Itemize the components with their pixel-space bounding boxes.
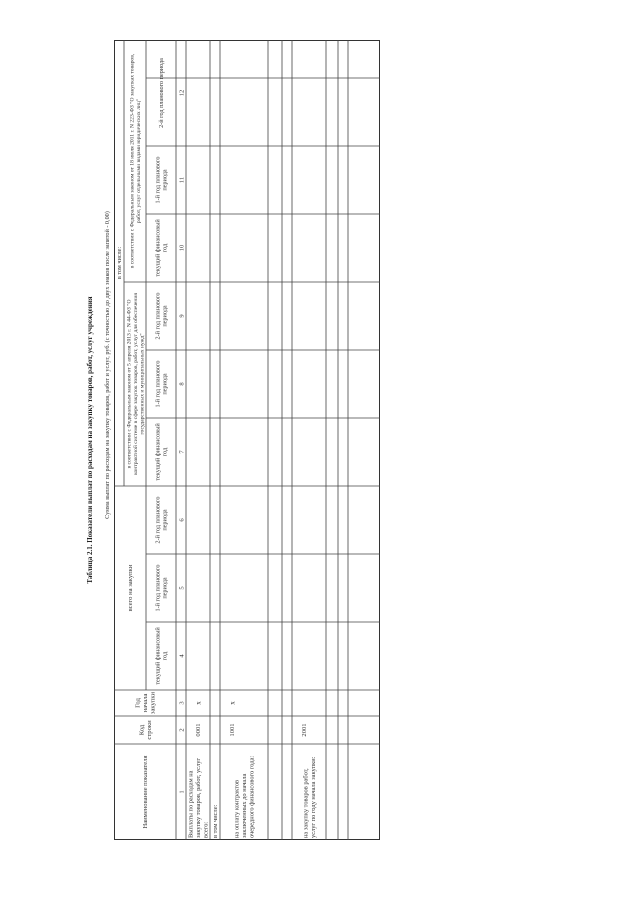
row-name: в том числе: bbox=[212, 804, 220, 838]
col-name-header: Наименование показателя bbox=[142, 755, 150, 829]
period-subheader: 1-й год плановогопериода bbox=[154, 564, 169, 612]
column-number: 4 bbox=[178, 654, 186, 658]
period-subheader: текущий финансовыйгод bbox=[154, 219, 169, 277]
column-number: 1 bbox=[178, 790, 186, 794]
period-subheader: 1-й год плановогопериода bbox=[154, 360, 169, 408]
row-name: Выплаты по расходам назакупку товаров, работ, услугвсего: bbox=[187, 757, 210, 838]
document-page bbox=[82, 40, 382, 840]
col-code-header: Кодстроки bbox=[138, 720, 153, 740]
column-number: 10 bbox=[178, 244, 186, 252]
in-that-number-header: в том числе: bbox=[116, 246, 124, 280]
column-number: 5 bbox=[178, 586, 186, 590]
sum-group-header: Сумма выплат по расходам на закупку товаров, работ и услуг, руб. (с точностью до двух знаков после запятой - 0,00) bbox=[104, 211, 111, 519]
column-number: 7 bbox=[178, 450, 186, 454]
row-code: 2001 bbox=[301, 723, 309, 737]
period-subheader: текущий финансовыйгод bbox=[154, 627, 169, 685]
sum-group-header-strip bbox=[100, 40, 112, 840]
column-number: 12 bbox=[178, 89, 186, 97]
column-number: 2 bbox=[178, 728, 186, 732]
period-subheader: 2-й год плановогопериода bbox=[154, 496, 169, 544]
row-code: 1001 bbox=[229, 723, 237, 737]
row-start-year: x bbox=[228, 701, 237, 705]
fz223-header: в соответствии с Федеральным законом от 18 июля 2011 г. N 223-ФЗ "О закупках товаров,работ, услуг отдельными видами юридических лиц" bbox=[129, 53, 143, 269]
period-subheader: 1-й год плановогопериода bbox=[154, 156, 169, 204]
column-number: 9 bbox=[178, 314, 186, 318]
column-number: 11 bbox=[178, 176, 186, 184]
column-number: 8 bbox=[178, 382, 186, 386]
period-subheader: 2-й год плановогопериода bbox=[154, 292, 169, 340]
fz44-header: в соответствии с Федеральным законом от 5 апреля 2013 г. N 44-ФЗ "Оконтрактной системе в сфере закупок товаров, работ, услуг для обеспечениягосударственных и муниципальных нужд" bbox=[126, 293, 146, 475]
column-number: 6 bbox=[178, 518, 186, 522]
row-name: на оплату контрактовзаключенных до началаочередного финансового года: bbox=[233, 755, 256, 838]
column-number: 3 bbox=[178, 701, 186, 705]
col-year-header: Годначалазакупки bbox=[134, 691, 157, 715]
table-caption: Таблица 2.1. Показатели выплат по расходам на закупку товаров, работ, услуг учреждения bbox=[86, 296, 94, 584]
period-subheader: 2-й год планового периода bbox=[158, 58, 166, 128]
row-code: 0001 bbox=[195, 723, 203, 737]
row-start-year: x bbox=[194, 701, 203, 705]
purchases-table bbox=[114, 40, 380, 840]
row-name: на закупку товаров работ,услуг по году начала закупки: bbox=[302, 756, 317, 838]
period-subheader: текущий финансовыйгод bbox=[154, 423, 169, 481]
all-purchases-header: всего на закупки bbox=[127, 564, 135, 612]
